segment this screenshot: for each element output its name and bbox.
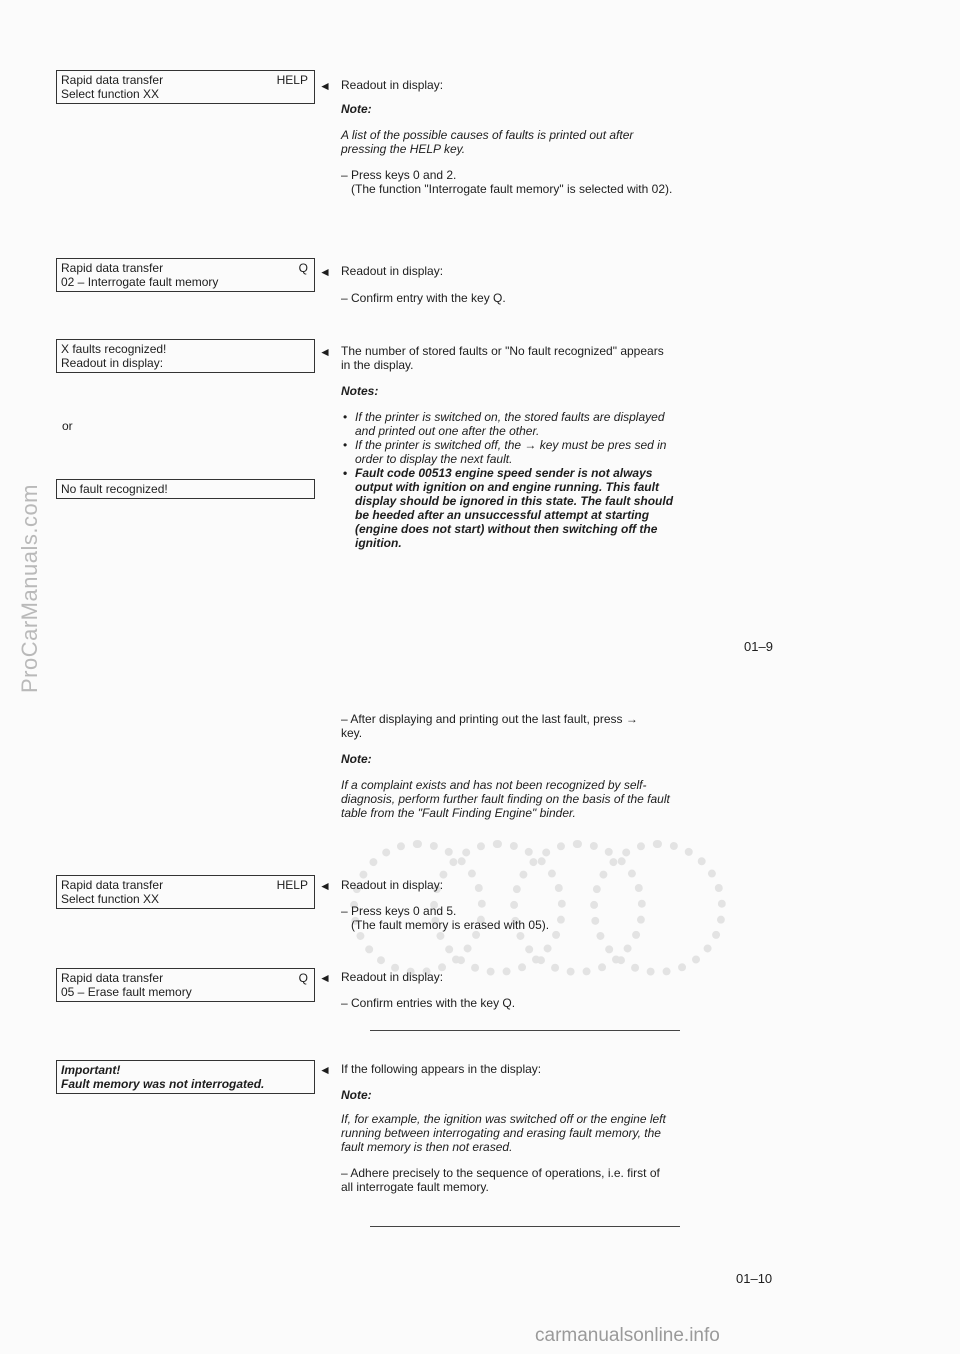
pointer-arrow-icon: ◄ <box>319 345 331 359</box>
display-line2: Readout in display: <box>61 356 164 370</box>
display-line1: X faults recognized! <box>61 342 167 356</box>
note-text: If a complaint exists and has not been recognized by self-diagnosis, perform further fault finding on the basis of the fault table from the "Fault Finding Engine" binder. <box>341 778 670 820</box>
readout-text: Readout in display: <box>341 970 444 984</box>
display-box-help-2 <box>56 875 315 909</box>
pointer-arrow-icon: ◄ <box>319 971 331 985</box>
instruction-block-7 <box>319 1062 681 1194</box>
note-bullet: • If the printer is switched on, the stored faults are displayed and printed out one after the other. <box>355 410 675 438</box>
or-label: or <box>62 419 73 433</box>
notes-list <box>341 410 675 550</box>
readout-text: Readout in display: <box>341 78 444 92</box>
note-label: Note: <box>341 102 372 116</box>
sidebar-watermark: ProCarManuals.com <box>17 483 42 693</box>
instruction-block-5 <box>319 878 681 932</box>
display-line1: No fault recognized! <box>61 482 168 496</box>
display-line1: Rapid data transfer <box>61 878 164 892</box>
step-text: – Confirm entries with the key Q. <box>341 996 516 1010</box>
step-text: – Confirm entry with the key Q. <box>341 291 506 305</box>
faults-text: The number of stored faults or "No fault recognized" appears in the display. <box>341 344 664 372</box>
display-line1: Rapid data transfer <box>61 971 164 985</box>
display-line2: 05 – Erase fault memory <box>61 985 192 999</box>
display-line2: 02 – Interrogate fault memory <box>61 275 219 289</box>
bottom-watermark: carmanualsonline.info <box>535 1325 720 1346</box>
display-box-faults <box>56 339 315 373</box>
instruction-block-1 <box>319 78 681 196</box>
display-box-erase <box>56 968 315 1002</box>
note-label: Note: <box>341 1088 372 1102</box>
pointer-arrow-icon: ◄ <box>319 1063 331 1077</box>
note-bullet: • If the printer is switched off, the → key must be pres sed in order to display the next fault. <box>355 438 675 466</box>
display-line2: Fault memory was not interrogated. <box>61 1077 265 1091</box>
page-number: 01–10 <box>736 1271 773 1286</box>
display-line2: Select function XX <box>61 87 160 101</box>
display-box-important <box>56 1060 315 1094</box>
display-line1: Important! <box>61 1063 121 1077</box>
step-text: – Adhere precisely to the sequence of operations, i.e. first of all interrogate fault memory. <box>341 1166 660 1194</box>
notes-label: Notes: <box>341 384 379 398</box>
step-detail: (The fault memory is erased with 05). <box>351 918 550 932</box>
display-line2: Select function XX <box>61 892 160 906</box>
display-line1: Rapid data transfer <box>61 261 164 275</box>
note-text: A list of the possible causes of faults is printed out after pressing the HELP key. <box>341 128 634 156</box>
display-key: Q <box>298 971 308 985</box>
instruction-block-6 <box>319 970 681 1010</box>
pointer-arrow-icon: ◄ <box>319 879 331 893</box>
note-label: Note: <box>341 752 372 766</box>
instruction-block-2 <box>319 264 681 305</box>
condition-text: If the following appears in the display: <box>341 1062 542 1076</box>
note-bullet: • Fault code 00513 engine speed sender is not always output with ignition on and engine running. This fault display should be ignored in this state. The fault should be heeded after an unsuccessful attempt at starting (engine does not start) without then switching off the ignition. <box>355 466 675 550</box>
step-text: – Press keys 0 and 5. <box>341 904 457 918</box>
instruction-block-4 <box>341 712 681 820</box>
display-box-interrogate <box>56 258 315 292</box>
display-box-no-fault <box>56 479 315 499</box>
step-text: – After displaying and printing out the last fault, press → key. <box>341 712 638 740</box>
display-line1: Rapid data transfer <box>61 73 164 87</box>
instruction-block-3 <box>319 344 681 550</box>
divider <box>370 1226 680 1227</box>
pointer-arrow-icon: ◄ <box>319 265 331 279</box>
note-text: If, for example, the ignition was switched off or the engine left running between interrogating and erasing fault memory, the fault memory is then not erased. <box>341 1112 666 1154</box>
step-detail: (The function "Interrogate fault memory" is selected with 02). <box>351 182 673 196</box>
readout-text: Readout in display: <box>341 264 444 278</box>
display-key: HELP <box>276 73 308 87</box>
step-text: – Press keys 0 and 2. <box>341 168 457 182</box>
readout-text: Readout in display: <box>341 878 444 892</box>
page-number: 01–9 <box>744 639 773 654</box>
display-key: Q <box>298 261 308 275</box>
display-box-help-1 <box>56 70 315 104</box>
display-key: HELP <box>276 878 308 892</box>
divider <box>370 1030 680 1031</box>
pointer-arrow-icon: ◄ <box>319 79 331 93</box>
